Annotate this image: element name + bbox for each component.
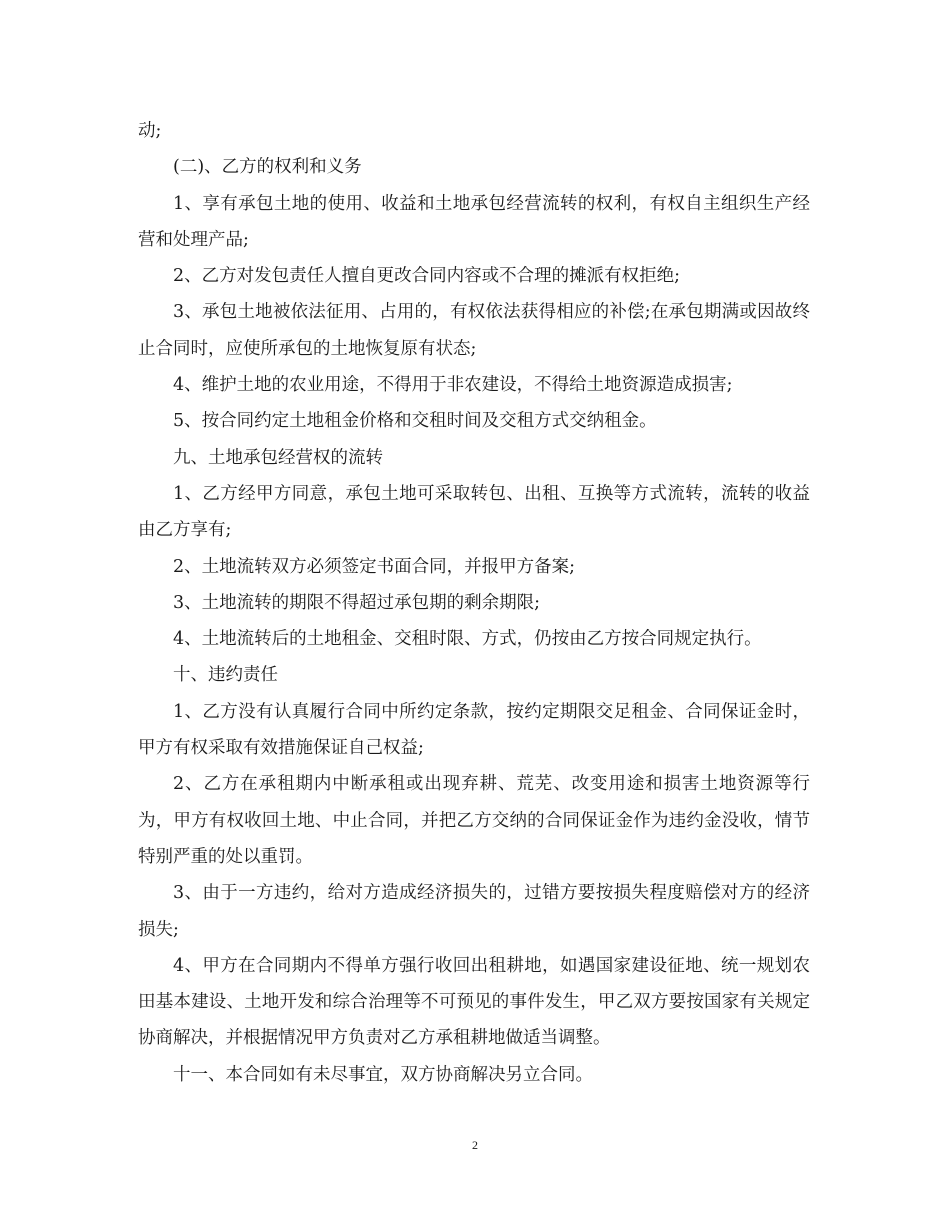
section-heading: 十、违约责任 bbox=[173, 665, 278, 686]
paragraph: 4、土地流转后的土地租金、交租时限、方式，仍按由乙方按合同规定执行。 bbox=[173, 629, 762, 650]
paragraph: 2、乙方对发包责任人擅自更改合同内容或不合理的摊派有权拒绝; bbox=[173, 266, 681, 287]
section-heading: 九、土地承包经营权的流转 bbox=[173, 447, 383, 468]
paragraph: 3、由于一方违约，给对方造成经济损失的，过错方要按损失程度赔偿对方的经济损失; bbox=[138, 883, 810, 940]
paragraph: 2、土地流转双方必须签定书面合同，并报甲方备案; bbox=[173, 556, 576, 577]
paragraph: 5、按合同约定土地租金价格和交租时间及交租方式交纳租金。 bbox=[173, 411, 657, 432]
paragraph: 2、乙方在承租期内中断承租或出现弃耕、荒芜、改变用途和损害土地资源等行为，甲方有权收回土地、中止合同，并把乙方交纳的合同保证金作为违约金没收，情节特别严重的处以重罚。 bbox=[138, 774, 810, 867]
paragraph: 1、乙方没有认真履行合同中所约定条款，按约定期限交足租金、合同保证金时，甲方有权采取有效措施保证自己权益; bbox=[138, 701, 810, 759]
paragraph: 1、享有承包土地的使用、收益和土地承包经营流转的权利，有权自主组织生产经营和处理产品; bbox=[138, 193, 810, 250]
paragraph: 3、土地流转的期限不得超过承包期的剩余期限; bbox=[173, 592, 541, 613]
paragraph: 十一、本合同如有未尽事宜，双方协商解决另立合同。 bbox=[173, 1064, 593, 1085]
paragraph: 3、承包土地被依法征用、占用的，有权依法获得相应的补偿;在承包期满或因故终止合同时，应使所承包的土地恢复原有状态; bbox=[138, 302, 810, 359]
paragraph: 4、甲方在合同期内不得单方强行收回出租耕地，如遇国家建设征地、统一规划农田基本建设、土地开发和综合治理等不可预见的事件发生，甲乙双方要按国家有关规定协商解决，并根据情况甲方负责对乙方承租耕地做适当调整。 bbox=[138, 955, 810, 1049]
section-heading: (二)、乙方的权利和义务 bbox=[173, 157, 362, 178]
paragraph: 1、乙方经甲方同意，承包土地可采取转包、出租、互换等方式流转，流转的收益由乙方享有; bbox=[138, 483, 810, 541]
paragraph: 动; bbox=[138, 121, 162, 141]
document-body bbox=[138, 113, 810, 1093]
page-number: 2 bbox=[472, 1138, 478, 1152]
paragraph: 4、维护土地的农业用途，不得用于非农建设，不得给土地资源造成损害; bbox=[173, 375, 733, 396]
